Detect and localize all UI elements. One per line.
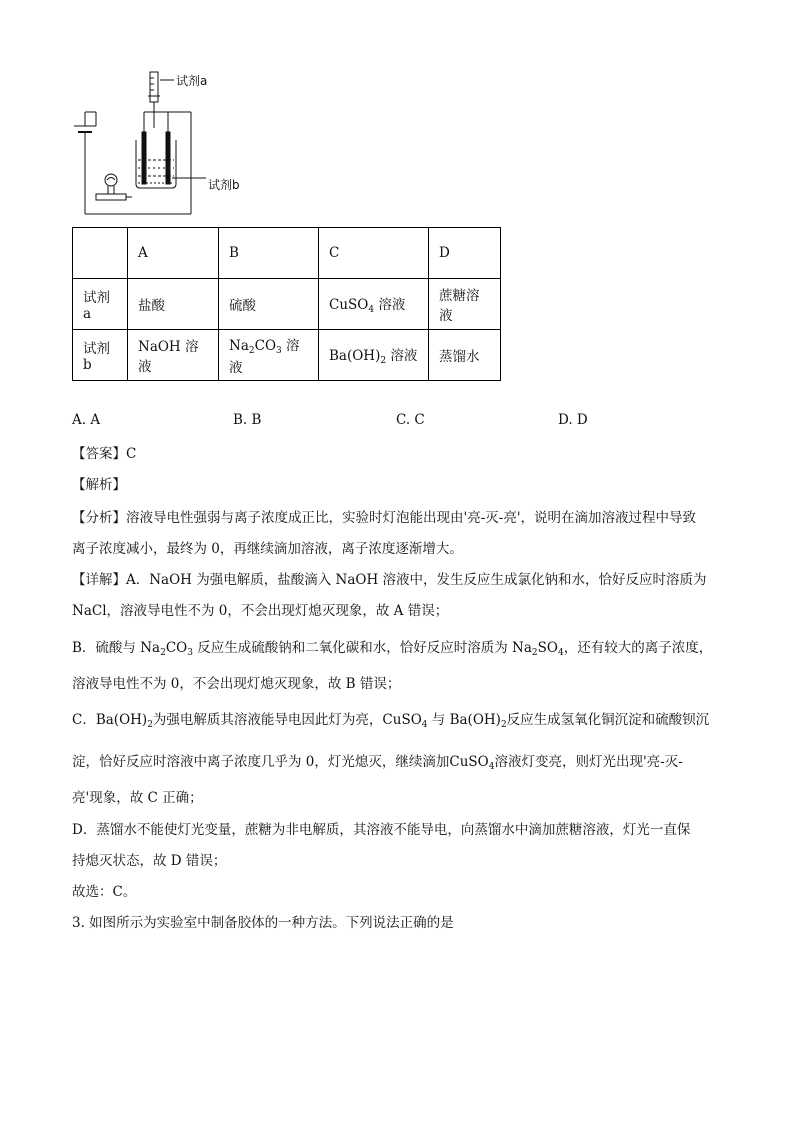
formula-subscript: 2	[500, 720, 507, 730]
text-segment: 反应生成硫酸钠和二氧化碳和水，恰好反应时溶质为 Na	[192, 640, 532, 656]
reagent-b-label: 试剂b	[208, 178, 240, 192]
formula-text: 溶液	[386, 348, 418, 364]
formula-text: CO	[254, 338, 277, 354]
formula-subscript: 4	[488, 762, 495, 772]
text-segment: C．Ba(OH)	[72, 712, 148, 728]
table-cell: D	[429, 228, 501, 279]
formula-text: Na	[229, 338, 249, 354]
formula-subscript: 3	[187, 648, 193, 658]
table-cell	[319, 279, 429, 330]
formula-subscript: 4	[421, 720, 428, 730]
formula-text: CO	[165, 640, 188, 656]
detail-line: 持熄灭状态，故 D 错误；	[72, 853, 227, 869]
detail-line: 亮'现象，故 C 正确；	[72, 790, 203, 806]
table-cell: NaOH 溶液	[128, 330, 219, 381]
table-cell: 蔗糖溶液	[429, 279, 501, 330]
table-header-row	[73, 228, 501, 279]
text-segment: 反应生成氢氧化铜沉淀和硫酸钡沉	[506, 712, 710, 728]
answer-value: C	[126, 446, 137, 462]
detail-line: NaCl，溶液导电性不为 0，不会出现灯熄灭现象，故 A 错误；	[72, 603, 449, 619]
text-segment: 为强电解质其溶液能导电因此灯为亮，	[152, 712, 383, 728]
formula-text: CuSO	[382, 712, 422, 728]
detail-line: 溶液导电性不为 0，不会出现灯熄灭现象，故 B 错误；	[72, 676, 401, 692]
analysis-line: 【分析】溶液导电性强弱与离子浓度成正比，实验时灯泡能出现由'亮-灭-亮'，说明在滴加溶液过程中导致	[72, 510, 697, 526]
formula-subscript: 2	[531, 648, 538, 658]
formula-subscript: 3	[276, 346, 282, 356]
text-segment: 溶液灯变亮，则灯光出现'亮-灭-	[494, 754, 683, 770]
experiment-apparatus-figure	[66, 66, 286, 222]
table-cell: B	[219, 228, 319, 279]
formula-text: CuSO	[329, 297, 369, 313]
choice-b: B. B	[233, 412, 262, 428]
table-cell	[73, 228, 128, 279]
table-row	[73, 330, 501, 381]
conclusion-line: 故选：C。	[72, 884, 137, 900]
analysis-heading: 【解析】	[72, 477, 126, 493]
formula-subscript: 2	[380, 356, 387, 366]
answer-label: 【答案】	[72, 446, 126, 462]
table-cell	[219, 330, 319, 381]
formula-text: 溶液	[374, 297, 406, 313]
reagent-table	[72, 227, 501, 381]
formula-subscript: 2	[160, 648, 166, 658]
formula-text: Ba(OH)	[329, 348, 381, 364]
formula-text: Na	[140, 640, 161, 656]
formula-subscript: 2	[248, 346, 255, 356]
answer-line	[72, 442, 136, 462]
table-cell: C	[319, 228, 429, 279]
table-cell	[319, 330, 429, 381]
table-cell: A	[128, 228, 219, 279]
formula-subscript: 4	[557, 648, 564, 658]
table-cell: 蒸馏水	[429, 330, 501, 381]
table-cell: 盐酸	[128, 279, 219, 330]
text-segment: B．硫酸与	[72, 640, 141, 656]
detail-line	[72, 750, 683, 772]
detail-line: 【详解】A．NaOH 为强电解质，盐酸滴入 NaOH 溶液中，发生反应生成氯化钠和水，恰好反应时溶质为	[72, 572, 707, 588]
table-cell: 试剂b	[73, 330, 128, 381]
text-segment: ，还有较大的离子浓度，	[563, 640, 713, 656]
formula-subscript: 2	[147, 720, 153, 730]
analysis-line: 离子浓度减小，最终为 0，再继续滴加溶液，离子浓度逐渐增大。	[72, 541, 463, 557]
choice-d: D. D	[558, 412, 588, 428]
choice-a: A. A	[72, 412, 101, 428]
detail-line	[72, 636, 712, 658]
text-segment: 与 Ba(OH)	[427, 712, 501, 728]
choice-c: C. C	[396, 412, 425, 428]
detail-line: D．蒸馏水不能使灯光变量，蔗糖为非电解质，其溶液不能导电，向蒸馏水中滴加蔗糖溶液，灯光一直保	[72, 822, 691, 838]
text-segment: 淀，恰好反应时溶液中离子浓度几乎为 0，灯光熄灭，继续滴加	[72, 754, 450, 770]
detail-line	[72, 708, 709, 730]
table-cell: 硫酸	[219, 279, 319, 330]
table-row	[73, 279, 501, 330]
reagent-a-label: 试剂a	[176, 74, 208, 88]
formula-text: CuSO	[449, 754, 489, 770]
formula-text: 溶液	[229, 338, 300, 376]
text-segment: SO	[537, 640, 558, 656]
formula-subscript: 4	[368, 305, 375, 315]
table-cell: 试剂a	[73, 279, 128, 330]
question-3: 3. 如图所示为实验室中制备胶体的一种方法。下列说法正确的是	[72, 915, 454, 931]
